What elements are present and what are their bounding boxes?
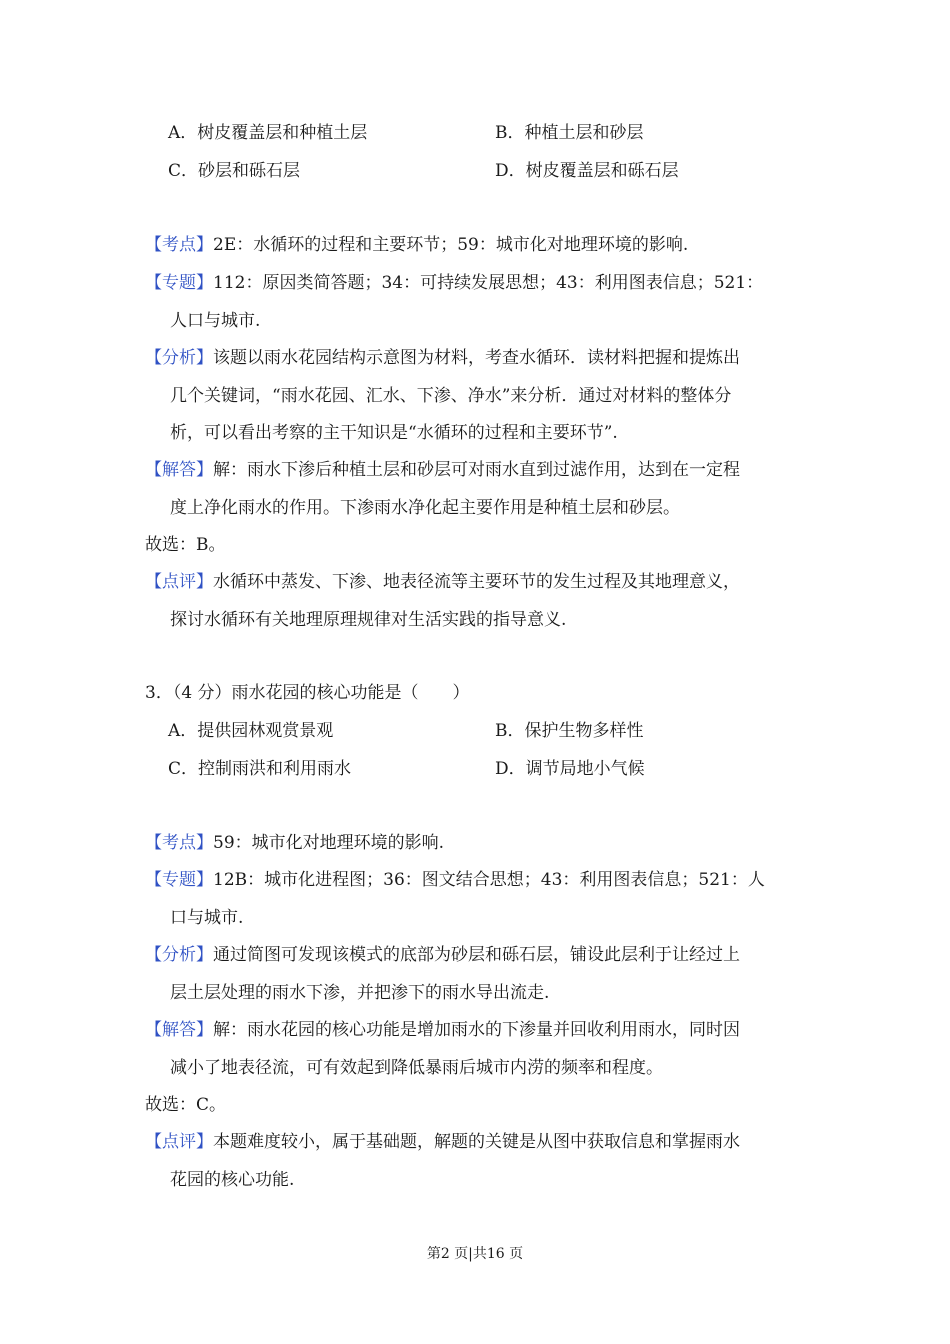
q2-option-c: C．砂层和砾石层 xyxy=(168,161,301,181)
q2-kaodian: 【考点】2E：水循环的过程和主要环节；59：城市化对地理环境的影响. xyxy=(145,235,689,255)
kaodian-tag: 【考点】 xyxy=(145,235,213,255)
q3-question: 3．（4 分）雨水花园的核心功能是（ ） xyxy=(145,683,470,703)
q3-option-a: A．提供园林观赏景观 xyxy=(168,721,334,741)
q2-jieda: 【解答】解：雨水下渗后种植土层和砂层可对雨水直到过滤作用，达到在一定程 度上净化雨水的作用。下渗雨水净化起主要作用是种植土层和砂层。 xyxy=(145,460,740,518)
q3-jieda: 【解答】解：雨水花园的核心功能是增加雨水的下渗量并回收利用雨水，同时因 减小了地表径流，可有效起到降低暴雨后城市内涝的频率和程度。 xyxy=(145,1020,740,1078)
fenxi-tag: 【分析】 xyxy=(145,348,213,368)
q2-dianping: 【点评】水循环中蒸发、下渗、地表径流等主要环节的发生过程及其地理意义， 探讨水循环有关地理原理规律对生活实践的指导意义. xyxy=(145,572,740,630)
q2-option-b: B．种植土层和砂层 xyxy=(495,123,644,143)
q3-zhuanti: 【专题】12B：城市化进程图；36：图文结合思想；43：利用图表信息；521：人 口与城市. xyxy=(145,870,765,928)
q2-option-row-1 xyxy=(0,119,950,147)
dianping-tag: 【点评】 xyxy=(145,572,213,592)
kaodian-tag: 【考点】 xyxy=(145,833,213,853)
q2-option-a: A．树皮覆盖层和种植土层 xyxy=(168,123,368,143)
q3-option-b: B．保护生物多样性 xyxy=(495,721,644,741)
q3-option-row-1 xyxy=(0,717,950,745)
q3-answer: 故选：C。 xyxy=(145,1095,227,1115)
q2-option-d: D．树皮覆盖层和砾石层 xyxy=(495,161,679,181)
q3-option-c: C．控制雨洪和利用雨水 xyxy=(168,759,352,779)
jieda-tag: 【解答】 xyxy=(145,460,213,480)
jieda-tag: 【解答】 xyxy=(145,1020,213,1040)
q2-zhuanti: 【专题】112：原因类简答题；34：可持续发展思想；43：利用图表信息；521： 人口与城市. xyxy=(145,273,764,331)
dianping-tag: 【点评】 xyxy=(145,1132,213,1152)
zhuanti-tag: 【专题】 xyxy=(145,870,213,890)
q3-dianping: 【点评】本题难度较小，属于基础题，解题的关键是从图中获取信息和掌握雨水 花园的核心功能. xyxy=(145,1132,740,1190)
q3-fenxi: 【分析】通过简图可发现该模式的底部为砂层和砾石层，铺设此层利于让经过上 层土层处理的雨水下渗，并把渗下的雨水导出流走. xyxy=(145,945,740,1003)
q2-answer: 故选：B。 xyxy=(145,535,226,555)
fenxi-tag: 【分析】 xyxy=(145,945,213,965)
q2-fenxi: 【分析】该题以雨水花园结构示意图为材料，考查水循环．读材料把握和提炼出 几个关键词，“雨水花园、汇水、下渗、净水”来分析．通过对材料的整体分 析，可以看出考察的主干知识是“水循环的过程和主要环节”. xyxy=(145,348,740,443)
q3-option-d: D．调节局地小气候 xyxy=(495,759,645,779)
zhuanti-tag: 【专题】 xyxy=(145,273,213,293)
q2-option-row-2 xyxy=(0,157,950,185)
q3-option-row-2 xyxy=(0,755,950,783)
page-footer: 第2 页|共16 页 xyxy=(426,1246,524,1262)
q3-kaodian: 【考点】59：城市化对地理环境的影响. xyxy=(145,833,445,853)
